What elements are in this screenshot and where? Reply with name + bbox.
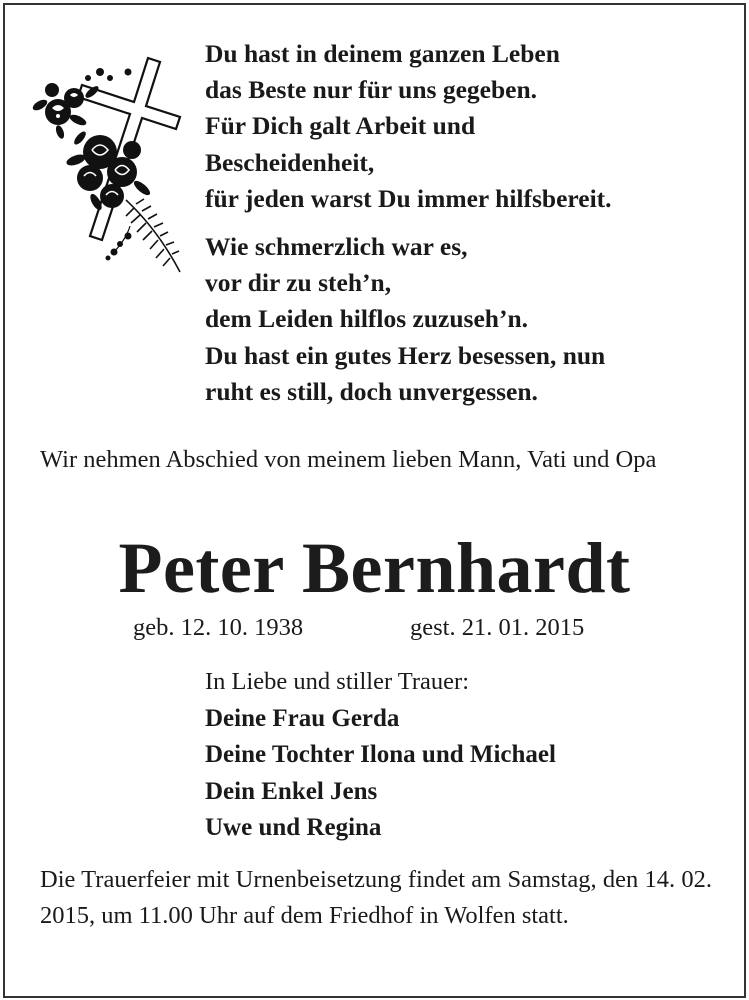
death-date: gest. 21. 01. 2015 bbox=[410, 614, 585, 641]
mourner-name: Dein Enkel Jens bbox=[205, 777, 378, 805]
poem-line: für jeden warst Du immer hilfsbereit. bbox=[205, 183, 612, 213]
birth-date: geb. 12. 10. 1938 bbox=[133, 614, 304, 641]
poem bbox=[205, 36, 725, 410]
poem-stanza-2 bbox=[205, 229, 725, 410]
mourner-name: Deine Tochter Ilona und Michael bbox=[205, 741, 556, 768]
mourner-name: Uwe und Regina bbox=[205, 814, 382, 841]
poem-line: Bescheidenheit, bbox=[205, 147, 375, 177]
poem-line: dem Leiden hilflos zuzuseh’n. bbox=[205, 304, 529, 334]
mourner-name: Deine Frau Gerda bbox=[205, 704, 400, 732]
cross-with-roses-icon bbox=[30, 50, 190, 280]
mourners-heading: In Liebe und stiller Trauer: bbox=[205, 668, 470, 695]
poem-line: Wie schmerzlich war es, bbox=[205, 232, 468, 262]
funeral-service-info: Die Trauerfeier mit Urnenbeisetzung findet am Samstag, den 14. 02. 2015, um 11.00 Uhr auf dem Friedhof in Wolfen statt. bbox=[40, 866, 712, 929]
poem-line: Für Dich galt Arbeit und bbox=[205, 111, 476, 141]
poem-line: Du hast in deinem ganzen Leben bbox=[205, 39, 560, 68]
poem-line: das Beste nur für uns gegeben. bbox=[205, 75, 538, 105]
deceased-name: Peter Bernhardt bbox=[118, 528, 631, 608]
poem-stanza-1 bbox=[205, 36, 725, 217]
poem-line: Du hast ein gutes Herz besessen, nun bbox=[205, 340, 606, 370]
poem-line: vor dir zu steh’n, bbox=[205, 268, 392, 298]
poem-line: ruht es still, doch unvergessen. bbox=[205, 376, 538, 406]
farewell-intro: Wir nehmen Abschied von meinem lieben Mann, Vati und Opa bbox=[40, 446, 657, 473]
mourners-list bbox=[205, 664, 725, 847]
